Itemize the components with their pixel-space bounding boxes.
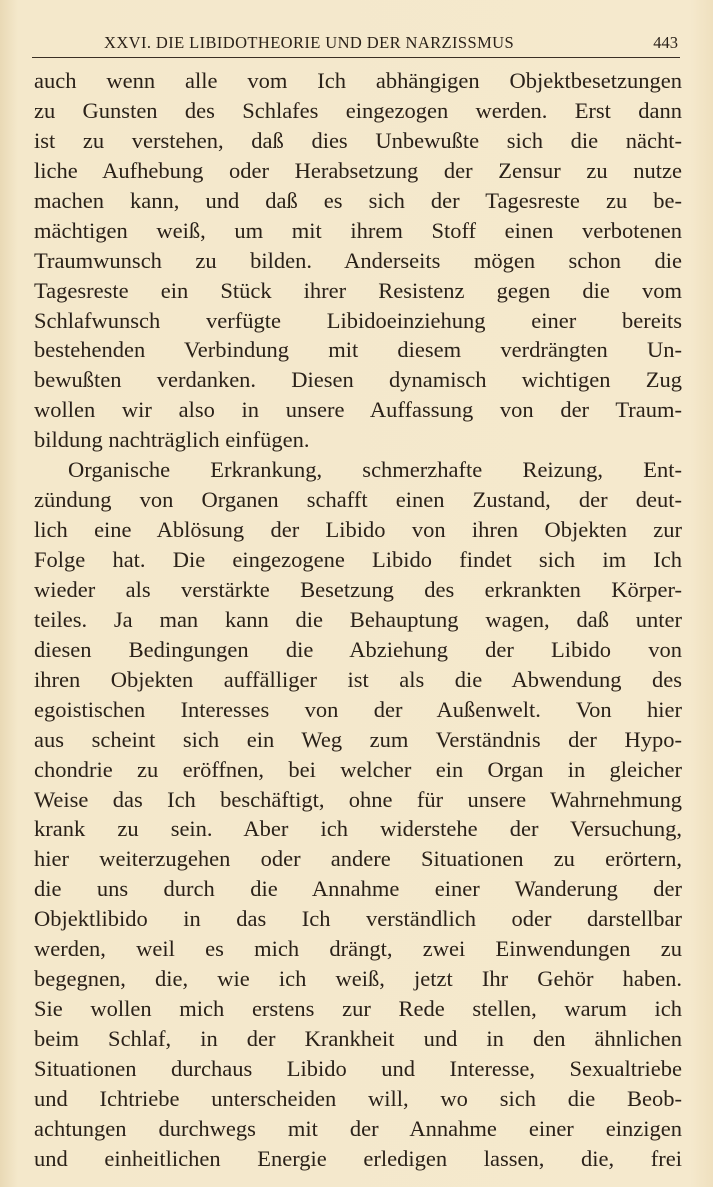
text-line: Traumwunsch zu bilden. Anderseits mögen schon die bbox=[34, 247, 682, 273]
text-line: die uns durch die Annahme einer Wanderung der bbox=[34, 876, 682, 902]
text-line: wieder als verstärkte Besetzung des erkrankten Körper- bbox=[34, 576, 682, 602]
text-line: beim Schlaf, in der Krankheit und in den ähnlichen bbox=[34, 1026, 682, 1051]
text-line: Schlafwunsch verfügte Libidoeinziehung einer bereits bbox=[34, 307, 682, 333]
text-line: egoistischen Interesses von der Außenwelt. Von hier bbox=[34, 696, 682, 722]
text-line: Situationen durchaus Libido und Interesse, Sexualtriebe bbox=[34, 1055, 682, 1081]
paragraph bbox=[34, 455, 682, 1174]
text-line: ihren Objekten auffälliger ist als die Abwendung des bbox=[34, 666, 682, 692]
text-line: Organische Erkrankung, schmerzhafte Reizung, Ent- bbox=[68, 457, 682, 483]
text-line: wollen wir also in unsere Auffassung von der Traum- bbox=[34, 397, 682, 423]
body-text bbox=[34, 66, 682, 1174]
text-line: und Ichtriebe unterscheiden will, wo sich die Beob- bbox=[34, 1085, 682, 1111]
text-line: chondrie zu eröffnen, bei welcher ein Organ in gleicher bbox=[34, 756, 682, 782]
text-line: bestehenden Verbindung mit diesem verdrängten Un- bbox=[34, 337, 682, 363]
text-line: zu Gunsten des Schlafes eingezogen werden. Erst dann bbox=[34, 97, 682, 123]
paragraph bbox=[34, 66, 682, 455]
text-line: diesen Bedingungen die Abziehung der Libido von bbox=[34, 636, 682, 662]
text-line: werden, weil es mich drängt, zwei Einwendungen zu bbox=[34, 936, 682, 962]
text-line: Weise das Ich beschäftigt, ohne für unsere Wahrnehmung bbox=[34, 786, 682, 812]
page-header bbox=[32, 33, 680, 58]
text-line: bewußten verdanken. Diesen dynamisch wichtigen Zug bbox=[34, 367, 682, 393]
text-line: aus scheint sich ein Weg zum Verständnis der Hypo- bbox=[34, 726, 682, 752]
text-line: Sie wollen mich erstens zur Rede stellen, warum ich bbox=[34, 996, 682, 1022]
text-line: Tagesreste ein Stück ihrer Resistenz gegen die vom bbox=[34, 277, 682, 303]
text-line: und einheitlichen Energie erledigen lassen, die, frei bbox=[34, 1145, 682, 1171]
text-line: lich eine Ablösung der Libido von ihren Objekten zur bbox=[34, 517, 682, 543]
text-line: krank zu sein. Aber ich widerstehe der Versuchung, bbox=[34, 816, 682, 842]
text-line: achtungen durchwegs mit der Annahme einer einzigen bbox=[34, 1115, 682, 1141]
text-line: Folge hat. Die eingezogene Libido findet sich im Ich bbox=[34, 547, 682, 572]
text-line: Objektlibido in das Ich verständlich oder darstellbar bbox=[34, 906, 682, 932]
text-line: hier weiterzugehen oder andere Situationen zu erörtern, bbox=[34, 846, 682, 872]
text-line: teiles. Ja man kann die Behauptung wagen, daß unter bbox=[34, 606, 682, 632]
text-line: zündung von Organen schafft einen Zustand, der deut- bbox=[34, 487, 682, 513]
text-line: machen kann, und daß es sich der Tagesreste zu be- bbox=[34, 187, 682, 213]
text-line: auch wenn alle vom Ich abhängigen Objektbesetzungen bbox=[34, 68, 682, 93]
text-line: begegnen, die, wie ich weiß, jetzt Ihr Gehör haben. bbox=[34, 966, 682, 992]
text-line: bildung nachträglich einfügen. bbox=[34, 427, 310, 453]
text-line: liche Aufhebung oder Herabsetzung der Zensur zu nutze bbox=[34, 157, 682, 183]
running-head: XXVI. DIE LIBIDOTHEORIE UND DER NARZISSMUS bbox=[104, 33, 515, 52]
text-line: mächtigen weiß, um mit ihrem Stoff einen verbotenen bbox=[34, 217, 682, 243]
text-line: ist zu verstehen, daß dies Unbewußte sich die nächt- bbox=[34, 127, 682, 153]
page-number: 443 bbox=[653, 33, 678, 52]
